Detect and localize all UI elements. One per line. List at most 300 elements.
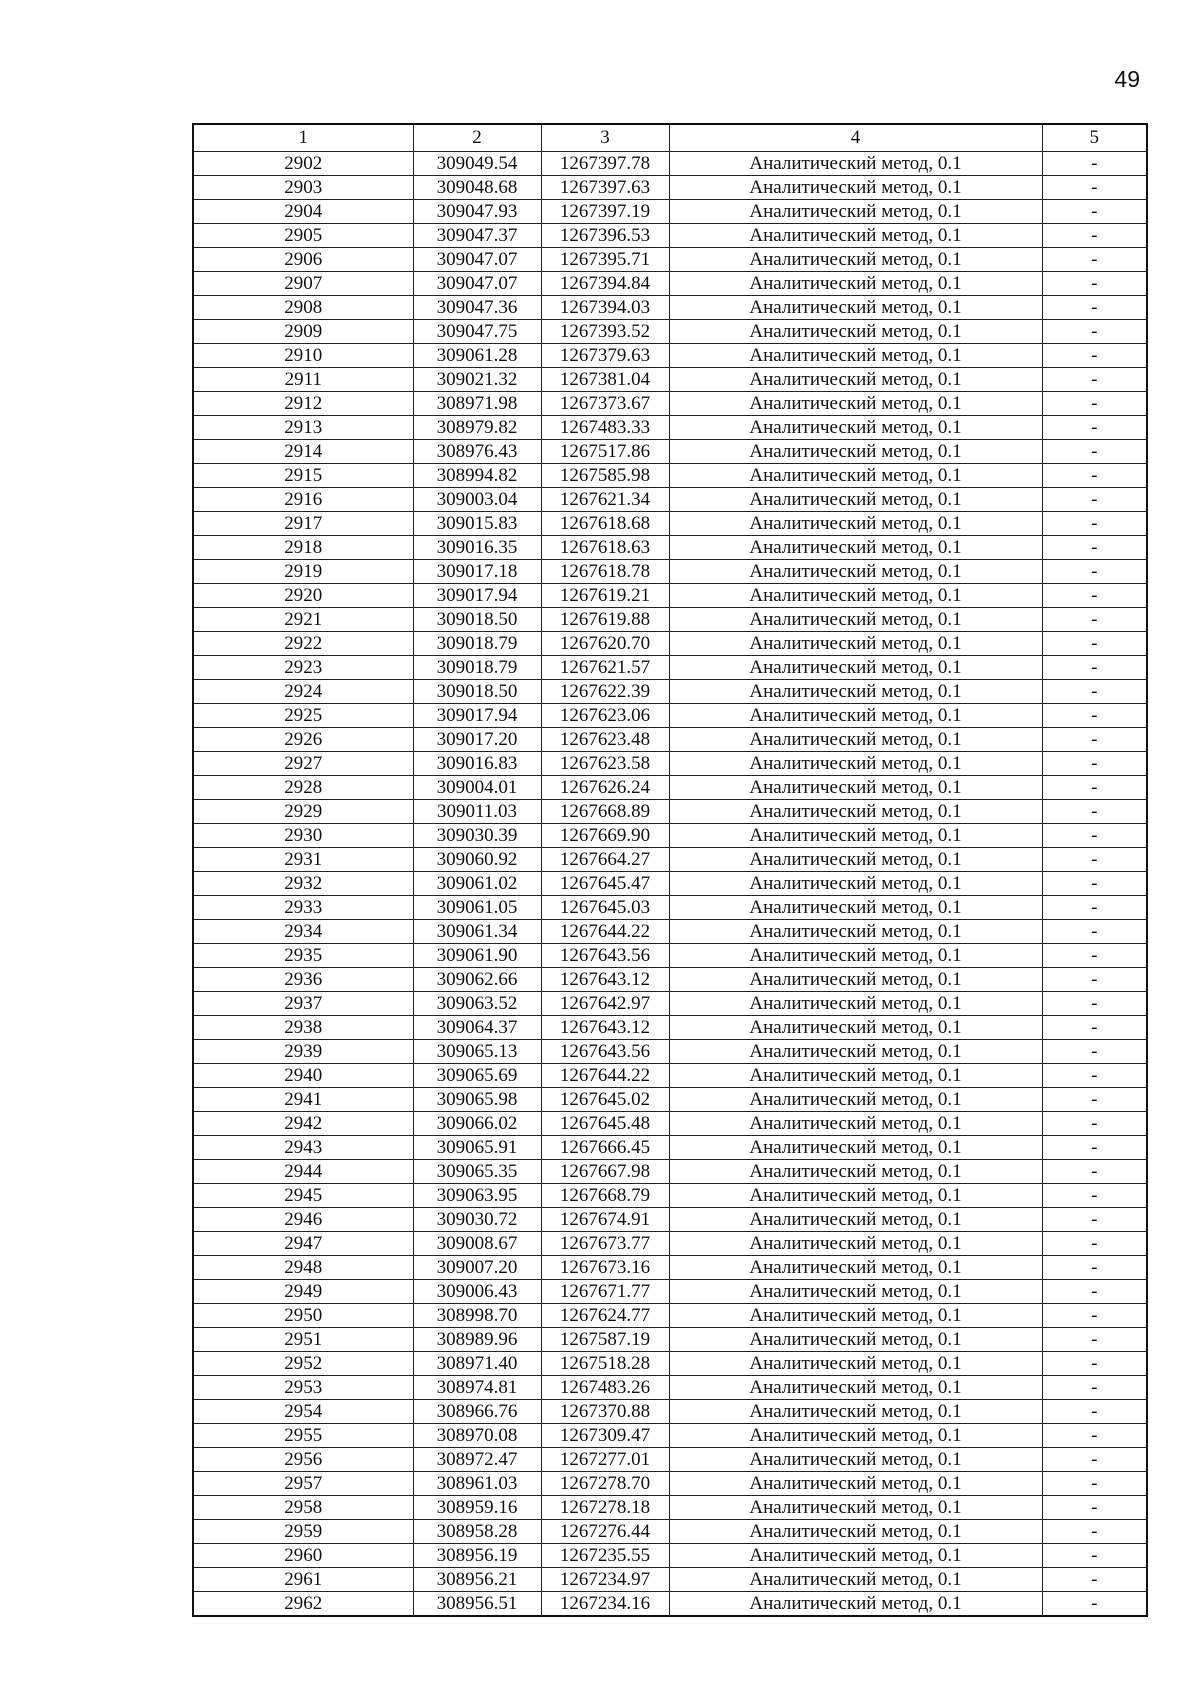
point-number-cell: 2918 [193, 536, 413, 560]
x-coordinate-cell: 309047.93 [413, 200, 541, 224]
y-coordinate-cell: 1267673.77 [541, 1232, 669, 1256]
table-row [193, 992, 1147, 1016]
table-row [193, 968, 1147, 992]
y-coordinate-cell: 1267381.04 [541, 368, 669, 392]
method-accuracy-cell: Аналитический метод, 0.1 [669, 896, 1042, 920]
method-accuracy-cell: Аналитический метод, 0.1 [669, 968, 1042, 992]
note-cell: - [1042, 1400, 1147, 1424]
y-coordinate-cell: 1267668.79 [541, 1184, 669, 1208]
x-coordinate-cell: 309047.07 [413, 272, 541, 296]
x-coordinate-cell: 309047.75 [413, 320, 541, 344]
y-coordinate-cell: 1267234.16 [541, 1592, 669, 1617]
table-row [193, 416, 1147, 440]
y-coordinate-cell: 1267621.57 [541, 656, 669, 680]
table-row [193, 1400, 1147, 1424]
y-coordinate-cell: 1267643.12 [541, 1016, 669, 1040]
y-coordinate-cell: 1267235.55 [541, 1544, 669, 1568]
table-row [193, 1448, 1147, 1472]
point-number-cell: 2923 [193, 656, 413, 680]
x-coordinate-cell: 309008.67 [413, 1232, 541, 1256]
y-coordinate-cell: 1267395.71 [541, 248, 669, 272]
page-number: 49 [1114, 66, 1140, 92]
table-row [193, 1520, 1147, 1544]
note-cell: - [1042, 608, 1147, 632]
y-coordinate-cell: 1267620.70 [541, 632, 669, 656]
method-accuracy-cell: Аналитический метод, 0.1 [669, 344, 1042, 368]
method-accuracy-cell: Аналитический метод, 0.1 [669, 920, 1042, 944]
y-coordinate-cell: 1267623.06 [541, 704, 669, 728]
note-cell: - [1042, 536, 1147, 560]
table-row [193, 608, 1147, 632]
y-coordinate-cell: 1267645.03 [541, 896, 669, 920]
point-number-cell: 2958 [193, 1496, 413, 1520]
point-number-cell: 2951 [193, 1328, 413, 1352]
x-coordinate-cell: 309030.39 [413, 824, 541, 848]
x-coordinate-cell: 308994.82 [413, 464, 541, 488]
note-cell: - [1042, 1184, 1147, 1208]
table-row [193, 488, 1147, 512]
x-coordinate-cell: 309048.68 [413, 176, 541, 200]
table-row [193, 1208, 1147, 1232]
note-cell: - [1042, 1568, 1147, 1592]
x-coordinate-cell: 309016.83 [413, 752, 541, 776]
table-row [193, 1112, 1147, 1136]
y-coordinate-cell: 1267674.91 [541, 1208, 669, 1232]
point-number-cell: 2908 [193, 296, 413, 320]
point-number-cell: 2959 [193, 1520, 413, 1544]
point-number-cell: 2937 [193, 992, 413, 1016]
method-accuracy-cell: Аналитический метод, 0.1 [669, 200, 1042, 224]
table-row [193, 848, 1147, 872]
method-accuracy-cell: Аналитический метод, 0.1 [669, 488, 1042, 512]
note-cell: - [1042, 800, 1147, 824]
y-coordinate-cell: 1267645.48 [541, 1112, 669, 1136]
y-coordinate-cell: 1267483.33 [541, 416, 669, 440]
table-row [193, 392, 1147, 416]
note-cell: - [1042, 896, 1147, 920]
coordinates-table [192, 123, 1148, 1617]
method-accuracy-cell: Аналитический метод, 0.1 [669, 1064, 1042, 1088]
table-row [193, 920, 1147, 944]
table-row [193, 584, 1147, 608]
method-accuracy-cell: Аналитический метод, 0.1 [669, 656, 1042, 680]
table-row [193, 728, 1147, 752]
x-coordinate-cell: 309061.05 [413, 896, 541, 920]
table-row [193, 1160, 1147, 1184]
point-number-cell: 2947 [193, 1232, 413, 1256]
method-accuracy-cell: Аналитический метод, 0.1 [669, 1520, 1042, 1544]
note-cell: - [1042, 1496, 1147, 1520]
point-number-cell: 2904 [193, 200, 413, 224]
x-coordinate-cell: 308979.82 [413, 416, 541, 440]
y-coordinate-cell: 1267397.78 [541, 152, 669, 176]
x-coordinate-cell: 309015.83 [413, 512, 541, 536]
y-coordinate-cell: 1267483.26 [541, 1376, 669, 1400]
method-accuracy-cell: Аналитический метод, 0.1 [669, 368, 1042, 392]
y-coordinate-cell: 1267623.58 [541, 752, 669, 776]
note-cell: - [1042, 968, 1147, 992]
method-accuracy-cell: Аналитический метод, 0.1 [669, 728, 1042, 752]
note-cell: - [1042, 728, 1147, 752]
point-number-cell: 2911 [193, 368, 413, 392]
table-row [193, 176, 1147, 200]
x-coordinate-cell: 309017.94 [413, 584, 541, 608]
x-coordinate-cell: 308998.70 [413, 1304, 541, 1328]
method-accuracy-cell: Аналитический метод, 0.1 [669, 1544, 1042, 1568]
point-number-cell: 2922 [193, 632, 413, 656]
note-cell: - [1042, 776, 1147, 800]
method-accuracy-cell: Аналитический метод, 0.1 [669, 752, 1042, 776]
note-cell: - [1042, 296, 1147, 320]
note-cell: - [1042, 176, 1147, 200]
table-row [193, 224, 1147, 248]
point-number-cell: 2931 [193, 848, 413, 872]
point-number-cell: 2914 [193, 440, 413, 464]
note-cell: - [1042, 824, 1147, 848]
table-row [193, 704, 1147, 728]
method-accuracy-cell: Аналитический метод, 0.1 [669, 800, 1042, 824]
note-cell: - [1042, 1328, 1147, 1352]
note-cell: - [1042, 1040, 1147, 1064]
x-coordinate-cell: 309066.02 [413, 1112, 541, 1136]
note-cell: - [1042, 1016, 1147, 1040]
table-row [193, 1328, 1147, 1352]
method-accuracy-cell: Аналитический метод, 0.1 [669, 296, 1042, 320]
note-cell: - [1042, 1208, 1147, 1232]
point-number-cell: 2907 [193, 272, 413, 296]
method-accuracy-cell: Аналитический метод, 0.1 [669, 536, 1042, 560]
point-number-cell: 2906 [193, 248, 413, 272]
table-row [193, 1424, 1147, 1448]
table-row [193, 344, 1147, 368]
x-coordinate-cell: 309018.50 [413, 608, 541, 632]
x-coordinate-cell: 309030.72 [413, 1208, 541, 1232]
x-coordinate-cell: 308972.47 [413, 1448, 541, 1472]
method-accuracy-cell: Аналитический метод, 0.1 [669, 1280, 1042, 1304]
point-number-cell: 2942 [193, 1112, 413, 1136]
point-number-cell: 2955 [193, 1424, 413, 1448]
x-coordinate-cell: 308956.51 [413, 1592, 541, 1617]
table-row [193, 776, 1147, 800]
y-coordinate-cell: 1267276.44 [541, 1520, 669, 1544]
x-coordinate-cell: 309065.13 [413, 1040, 541, 1064]
note-cell: - [1042, 1352, 1147, 1376]
note-cell: - [1042, 488, 1147, 512]
y-coordinate-cell: 1267645.47 [541, 872, 669, 896]
table-row [193, 1352, 1147, 1376]
table-row [193, 320, 1147, 344]
y-coordinate-cell: 1267278.70 [541, 1472, 669, 1496]
point-number-cell: 2909 [193, 320, 413, 344]
point-number-cell: 2954 [193, 1400, 413, 1424]
note-cell: - [1042, 1424, 1147, 1448]
y-coordinate-cell: 1267643.12 [541, 968, 669, 992]
table-row [193, 1232, 1147, 1256]
y-coordinate-cell: 1267397.19 [541, 200, 669, 224]
header-col-2: 2 [413, 124, 541, 152]
note-cell: - [1042, 1136, 1147, 1160]
point-number-cell: 2957 [193, 1472, 413, 1496]
x-coordinate-cell: 308961.03 [413, 1472, 541, 1496]
x-coordinate-cell: 309017.94 [413, 704, 541, 728]
y-coordinate-cell: 1267394.03 [541, 296, 669, 320]
x-coordinate-cell: 309061.90 [413, 944, 541, 968]
y-coordinate-cell: 1267309.47 [541, 1424, 669, 1448]
x-coordinate-cell: 309061.34 [413, 920, 541, 944]
method-accuracy-cell: Аналитический метод, 0.1 [669, 152, 1042, 176]
y-coordinate-cell: 1267370.88 [541, 1400, 669, 1424]
table-row [193, 944, 1147, 968]
table-row [193, 200, 1147, 224]
x-coordinate-cell: 308971.40 [413, 1352, 541, 1376]
note-cell: - [1042, 152, 1147, 176]
x-coordinate-cell: 308959.16 [413, 1496, 541, 1520]
point-number-cell: 2913 [193, 416, 413, 440]
method-accuracy-cell: Аналитический метод, 0.1 [669, 392, 1042, 416]
y-coordinate-cell: 1267397.63 [541, 176, 669, 200]
method-accuracy-cell: Аналитический метод, 0.1 [669, 464, 1042, 488]
point-number-cell: 2915 [193, 464, 413, 488]
table-row [193, 1376, 1147, 1400]
point-number-cell: 2936 [193, 968, 413, 992]
y-coordinate-cell: 1267644.22 [541, 920, 669, 944]
table-row [193, 1568, 1147, 1592]
y-coordinate-cell: 1267619.88 [541, 608, 669, 632]
method-accuracy-cell: Аналитический метод, 0.1 [669, 1328, 1042, 1352]
method-accuracy-cell: Аналитический метод, 0.1 [669, 512, 1042, 536]
method-accuracy-cell: Аналитический метод, 0.1 [669, 1208, 1042, 1232]
point-number-cell: 2935 [193, 944, 413, 968]
note-cell: - [1042, 704, 1147, 728]
table-row [193, 1280, 1147, 1304]
y-coordinate-cell: 1267278.18 [541, 1496, 669, 1520]
table-row [193, 680, 1147, 704]
note-cell: - [1042, 1064, 1147, 1088]
point-number-cell: 2940 [193, 1064, 413, 1088]
x-coordinate-cell: 309017.18 [413, 560, 541, 584]
method-accuracy-cell: Аналитический метод, 0.1 [669, 1304, 1042, 1328]
x-coordinate-cell: 309061.28 [413, 344, 541, 368]
table-row [193, 512, 1147, 536]
point-number-cell: 2943 [193, 1136, 413, 1160]
method-accuracy-cell: Аналитический метод, 0.1 [669, 776, 1042, 800]
x-coordinate-cell: 309007.20 [413, 1256, 541, 1280]
point-number-cell: 2960 [193, 1544, 413, 1568]
note-cell: - [1042, 1472, 1147, 1496]
point-number-cell: 2938 [193, 1016, 413, 1040]
point-number-cell: 2946 [193, 1208, 413, 1232]
note-cell: - [1042, 848, 1147, 872]
method-accuracy-cell: Аналитический метод, 0.1 [669, 1256, 1042, 1280]
y-coordinate-cell: 1267664.27 [541, 848, 669, 872]
point-number-cell: 2928 [193, 776, 413, 800]
note-cell: - [1042, 1448, 1147, 1472]
note-cell: - [1042, 200, 1147, 224]
method-accuracy-cell: Аналитический метод, 0.1 [669, 176, 1042, 200]
point-number-cell: 2939 [193, 1040, 413, 1064]
y-coordinate-cell: 1267587.19 [541, 1328, 669, 1352]
x-coordinate-cell: 309016.35 [413, 536, 541, 560]
note-cell: - [1042, 1544, 1147, 1568]
table-row [193, 1184, 1147, 1208]
x-coordinate-cell: 309018.50 [413, 680, 541, 704]
x-coordinate-cell: 308956.19 [413, 1544, 541, 1568]
table-row [193, 1088, 1147, 1112]
note-cell: - [1042, 656, 1147, 680]
y-coordinate-cell: 1267667.98 [541, 1160, 669, 1184]
method-accuracy-cell: Аналитический метод, 0.1 [669, 560, 1042, 584]
table-row [193, 1592, 1147, 1617]
method-accuracy-cell: Аналитический метод, 0.1 [669, 1448, 1042, 1472]
header-col-3: 3 [541, 124, 669, 152]
point-number-cell: 2912 [193, 392, 413, 416]
method-accuracy-cell: Аналитический метод, 0.1 [669, 608, 1042, 632]
note-cell: - [1042, 584, 1147, 608]
x-coordinate-cell: 309006.43 [413, 1280, 541, 1304]
method-accuracy-cell: Аналитический метод, 0.1 [669, 1352, 1042, 1376]
note-cell: - [1042, 752, 1147, 776]
y-coordinate-cell: 1267642.97 [541, 992, 669, 1016]
note-cell: - [1042, 1376, 1147, 1400]
y-coordinate-cell: 1267618.78 [541, 560, 669, 584]
method-accuracy-cell: Аналитический метод, 0.1 [669, 1160, 1042, 1184]
note-cell: - [1042, 560, 1147, 584]
point-number-cell: 2961 [193, 1568, 413, 1592]
note-cell: - [1042, 1256, 1147, 1280]
point-number-cell: 2930 [193, 824, 413, 848]
x-coordinate-cell: 309049.54 [413, 152, 541, 176]
x-coordinate-cell: 308956.21 [413, 1568, 541, 1592]
header-col-1: 1 [193, 124, 413, 152]
method-accuracy-cell: Аналитический метод, 0.1 [669, 632, 1042, 656]
x-coordinate-cell: 309018.79 [413, 632, 541, 656]
y-coordinate-cell: 1267619.21 [541, 584, 669, 608]
table-row [193, 1040, 1147, 1064]
y-coordinate-cell: 1267393.52 [541, 320, 669, 344]
table-row [193, 536, 1147, 560]
point-number-cell: 2924 [193, 680, 413, 704]
x-coordinate-cell: 309063.52 [413, 992, 541, 1016]
note-cell: - [1042, 1280, 1147, 1304]
table-header-row [193, 124, 1147, 152]
table-row [193, 560, 1147, 584]
method-accuracy-cell: Аналитический метод, 0.1 [669, 1184, 1042, 1208]
point-number-cell: 2921 [193, 608, 413, 632]
note-cell: - [1042, 680, 1147, 704]
note-cell: - [1042, 1088, 1147, 1112]
table-row [193, 296, 1147, 320]
point-number-cell: 2956 [193, 1448, 413, 1472]
method-accuracy-cell: Аналитический метод, 0.1 [669, 248, 1042, 272]
method-accuracy-cell: Аналитический метод, 0.1 [669, 584, 1042, 608]
point-number-cell: 2929 [193, 800, 413, 824]
y-coordinate-cell: 1267394.84 [541, 272, 669, 296]
method-accuracy-cell: Аналитический метод, 0.1 [669, 272, 1042, 296]
x-coordinate-cell: 309018.79 [413, 656, 541, 680]
y-coordinate-cell: 1267234.97 [541, 1568, 669, 1592]
point-number-cell: 2941 [193, 1088, 413, 1112]
x-coordinate-cell: 309047.36 [413, 296, 541, 320]
x-coordinate-cell: 309065.35 [413, 1160, 541, 1184]
table-row [193, 1304, 1147, 1328]
point-number-cell: 2926 [193, 728, 413, 752]
table-row [193, 1016, 1147, 1040]
table-row [193, 1064, 1147, 1088]
x-coordinate-cell: 309065.98 [413, 1088, 541, 1112]
y-coordinate-cell: 1267645.02 [541, 1088, 669, 1112]
x-coordinate-cell: 309004.01 [413, 776, 541, 800]
method-accuracy-cell: Аналитический метод, 0.1 [669, 848, 1042, 872]
x-coordinate-cell: 309047.07 [413, 248, 541, 272]
method-accuracy-cell: Аналитический метод, 0.1 [669, 1016, 1042, 1040]
point-number-cell: 2920 [193, 584, 413, 608]
note-cell: - [1042, 368, 1147, 392]
point-number-cell: 2933 [193, 896, 413, 920]
note-cell: - [1042, 992, 1147, 1016]
header-col-5: 5 [1042, 124, 1147, 152]
point-number-cell: 2910 [193, 344, 413, 368]
method-accuracy-cell: Аналитический метод, 0.1 [669, 320, 1042, 344]
point-number-cell: 2927 [193, 752, 413, 776]
point-number-cell: 2934 [193, 920, 413, 944]
table-row [193, 368, 1147, 392]
x-coordinate-cell: 308989.96 [413, 1328, 541, 1352]
x-coordinate-cell: 309060.92 [413, 848, 541, 872]
method-accuracy-cell: Аналитический метод, 0.1 [669, 224, 1042, 248]
note-cell: - [1042, 440, 1147, 464]
x-coordinate-cell: 309011.03 [413, 800, 541, 824]
y-coordinate-cell: 1267517.86 [541, 440, 669, 464]
y-coordinate-cell: 1267623.48 [541, 728, 669, 752]
note-cell: - [1042, 416, 1147, 440]
point-number-cell: 2903 [193, 176, 413, 200]
x-coordinate-cell: 309063.95 [413, 1184, 541, 1208]
y-coordinate-cell: 1267373.67 [541, 392, 669, 416]
point-number-cell: 2948 [193, 1256, 413, 1280]
table-row [193, 632, 1147, 656]
y-coordinate-cell: 1267644.22 [541, 1064, 669, 1088]
table-row [193, 1496, 1147, 1520]
y-coordinate-cell: 1267277.01 [541, 1448, 669, 1472]
point-number-cell: 2917 [193, 512, 413, 536]
method-accuracy-cell: Аналитический метод, 0.1 [669, 1568, 1042, 1592]
table-row [193, 824, 1147, 848]
x-coordinate-cell: 308958.28 [413, 1520, 541, 1544]
method-accuracy-cell: Аналитический метод, 0.1 [669, 1592, 1042, 1617]
table-row [193, 896, 1147, 920]
method-accuracy-cell: Аналитический метод, 0.1 [669, 824, 1042, 848]
table-row [193, 440, 1147, 464]
method-accuracy-cell: Аналитический метод, 0.1 [669, 1136, 1042, 1160]
table-row [193, 1136, 1147, 1160]
note-cell: - [1042, 272, 1147, 296]
note-cell: - [1042, 944, 1147, 968]
table-row [193, 464, 1147, 488]
y-coordinate-cell: 1267622.39 [541, 680, 669, 704]
y-coordinate-cell: 1267643.56 [541, 1040, 669, 1064]
x-coordinate-cell: 308971.98 [413, 392, 541, 416]
table-row [193, 872, 1147, 896]
note-cell: - [1042, 920, 1147, 944]
x-coordinate-cell: 309065.69 [413, 1064, 541, 1088]
y-coordinate-cell: 1267671.77 [541, 1280, 669, 1304]
note-cell: - [1042, 1160, 1147, 1184]
y-coordinate-cell: 1267396.53 [541, 224, 669, 248]
table-row [193, 656, 1147, 680]
x-coordinate-cell: 309065.91 [413, 1136, 541, 1160]
y-coordinate-cell: 1267518.28 [541, 1352, 669, 1376]
x-coordinate-cell: 308970.08 [413, 1424, 541, 1448]
